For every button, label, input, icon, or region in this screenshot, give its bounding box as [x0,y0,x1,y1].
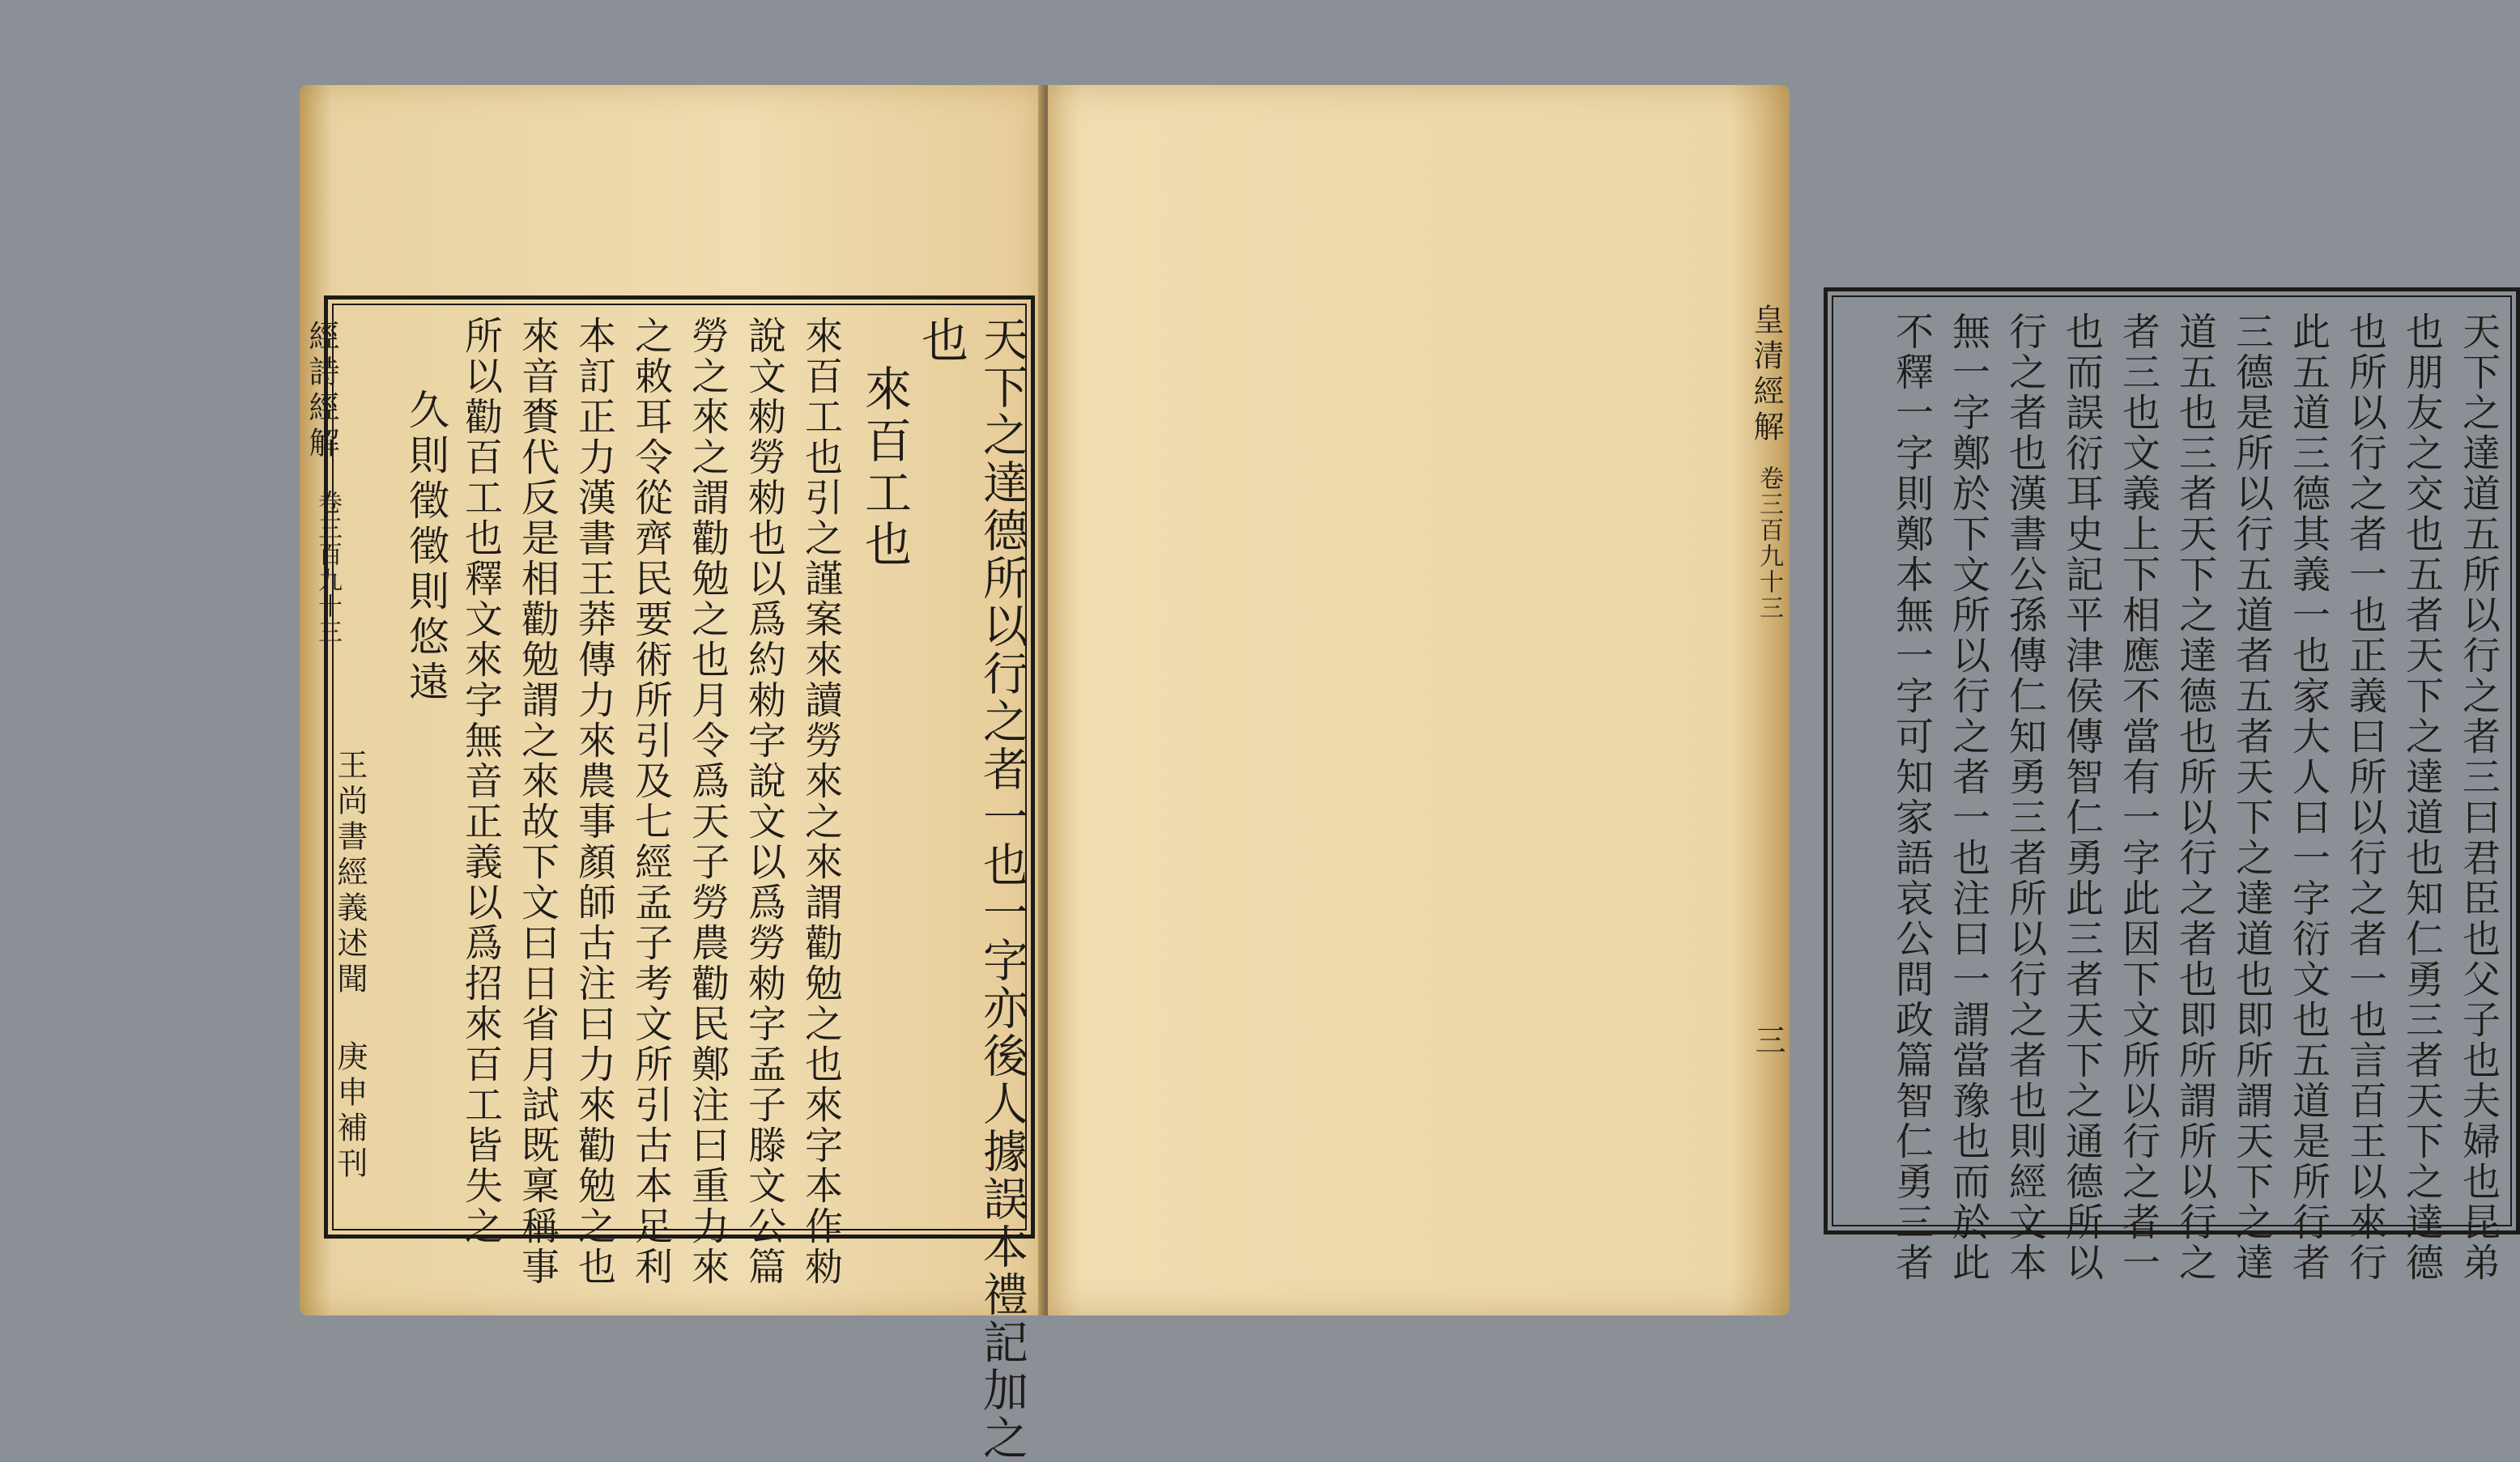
text-column: 無一字鄭於下文所以行之者一也注曰一謂當豫也而於此 [1946,312,1990,1283]
left-margin-sub: 卷三百九十三 [313,490,342,645]
text-column: 也 [913,316,968,368]
text-column: 久則徵徵則悠遠 [402,389,449,706]
left-page [300,85,1045,1462]
text-column: 者三也文義上下相應不當有一字此因下文所以行之者一 [2116,312,2160,1283]
text-column: 行之者也漢書公孫傳仁知勇三者所以行之者也則經文本 [2003,312,2047,1283]
open-book [300,85,2501,1462]
text-column: 不釋一字則鄭本無一字可知家語哀公問政篇智仁勇三者 [1889,312,1934,1283]
text-column: 之敕耳令從齊民要術所引及七經孟子考文所引古本足利 [628,316,673,1287]
text-column: 也所以行之者一也正義曰所以行之者一也言百王以來行 [2343,312,2387,1283]
text-column: 此五道三德其義一也家大人曰一字衍文也五道是所行者 [2286,312,2331,1283]
text-column: 也而誤衍耳史記平津侯傳智仁勇此三者天下之通德所以 [2059,312,2104,1283]
right-text-frame [1824,287,2520,1283]
left-margin-title: 經詩經解 [304,320,339,462]
text-column: 天下之達德所以行之者一也一字亦後人據誤本禮記加之 [976,316,1028,1462]
text-column: 來音賚代反是相勸勉謂之來故下文曰日省月試既稟稱事 [515,316,560,1287]
text-column: 勞之來之謂勸勉之也月令爲天子勞農勸民鄭注曰重力來 [685,316,730,1287]
left-text-frame [324,295,1035,1462]
text-column: 道五也三者天下之達德也所以行之者也即所謂所以行之 [2173,312,2217,1283]
text-column: 也朋友之交也五者天下之達道也知仁勇三者天下之達德 [2399,312,2444,1283]
text-column: 天下之達道五所以行之者三曰君臣也父子也夫婦也昆弟 [2456,312,2501,1283]
left-margin-author: 王尚書經義述聞 [332,749,368,998]
text-column: 三德是所以行五道者五者天下之達道也即所謂天下之達 [2229,312,2274,1283]
right-margin-sub: 卷三百九十三 [1755,465,1783,621]
text-column: 本訂正力漢書王莽傳力來農事顏師古注曰力來勸勉之也 [572,316,616,1287]
left-margin-foot: 庚申補刊 [332,1040,368,1183]
right-margin-title: 皇清經解 [1748,304,1784,446]
right-page [1048,85,2501,1315]
text-column: 說文勑勞勑也以爲約勑字說文以爲勞勑字孟子滕文公篇 [742,316,786,1287]
right-margin-foot: 三 [1750,1024,1786,1060]
text-column: 來百工也引之謹案來讀勞來之來謂勸勉之也來字本作勑 [798,316,843,1287]
text-column: 所以勸百工也釋文來字無音正義以爲招來百工皆失之 [458,316,503,1247]
text-column: 來百工也 [857,364,912,572]
